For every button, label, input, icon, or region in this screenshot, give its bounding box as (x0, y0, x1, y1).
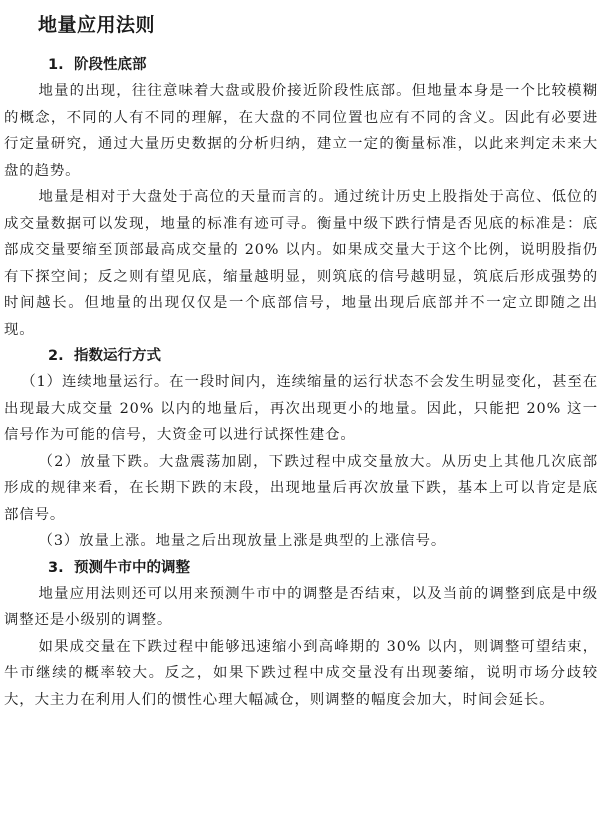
section-heading (48, 555, 598, 581)
section-number: 1. (48, 57, 64, 73)
section-title: 预测牛市中的调整 (74, 559, 190, 576)
paragraph: 如果成交量在下跌过程中能够迅速缩小到高峰期的 30% 以内，则调整可望结束，牛市继续的概率较大。反之，如果下跌过程中成交量没有出现萎缩，说明市场分歧较大，大主力在利用人们的惯性心理大幅减仓，则调整的幅度会加大，时间会延长。 (4, 638, 598, 708)
section-heading (48, 343, 598, 369)
paragraph: 地量的出现，往往意味着大盘或股价接近阶段性底部。但地量本身是一个比较模糊的概念，不同的人有不同的理解，在大盘的不同位置也应有不同的含义。因此有必要进行定量研究，通过大量历史数据的分析归纳，建立一定的衡量标准，以此来判定未来大盘的趋势。 (4, 83, 598, 179)
list-item: （3）放量上涨。地量之后出现放量上涨是典型的上涨信号。 (38, 533, 447, 549)
section-stage-bottom (4, 52, 598, 343)
section-heading (48, 52, 598, 78)
section-number: 2. (48, 348, 64, 364)
list-item: （1）连续地量运行。在一段时间内，连续缩量的运行状态不会发生明显变化，甚至在出现最大成交量 20% 以内的地量后，再次出现更小的地量。因此，只能把 20% 这一信号作为可能的信号，大资金可以进行试探性建仓。 (4, 374, 598, 443)
section-bull-market-adjustment (4, 555, 598, 714)
section-title: 阶段性底部 (74, 57, 147, 73)
section-title: 指数运行方式 (74, 348, 161, 364)
list-item: （2）放量下跌。大盘震荡加剧，下跌过程中成交量放大。从历史上其他几次底部形成的规律来看，在长期下跌的末段，出现地量后再次放量下跌，基本上可以肯定是底部信号。 (4, 453, 598, 523)
paragraph: 地量应用法则还可以用来预测牛市中的调整是否结束，以及当前的调整到底是中级调整还是小级别的调整。 (4, 585, 598, 628)
section-number: 3. (48, 559, 64, 576)
document-title: 地量应用法则 (38, 14, 156, 36)
section-index-movement (4, 343, 598, 555)
paragraph: 地量是相对于大盘处于高位的天量而言的。通过统计历史上股指处于高位、低位的成交量数据可以发现，地量的标准有迹可寻。衡量中级下跌行情是否见底的标准是：底部成交量要缩至顶部最高成交量的 20% 以内。如果成交量大于这个比例，说明股指仍有下探空间；反之则有望见底，缩量越明显，则筑底的信号越明显，筑底后形成强势的时间越长。但地量的出现仅仅是一个底部信号，地量出现后底部并不一定立即随之出现。 (4, 189, 598, 338)
